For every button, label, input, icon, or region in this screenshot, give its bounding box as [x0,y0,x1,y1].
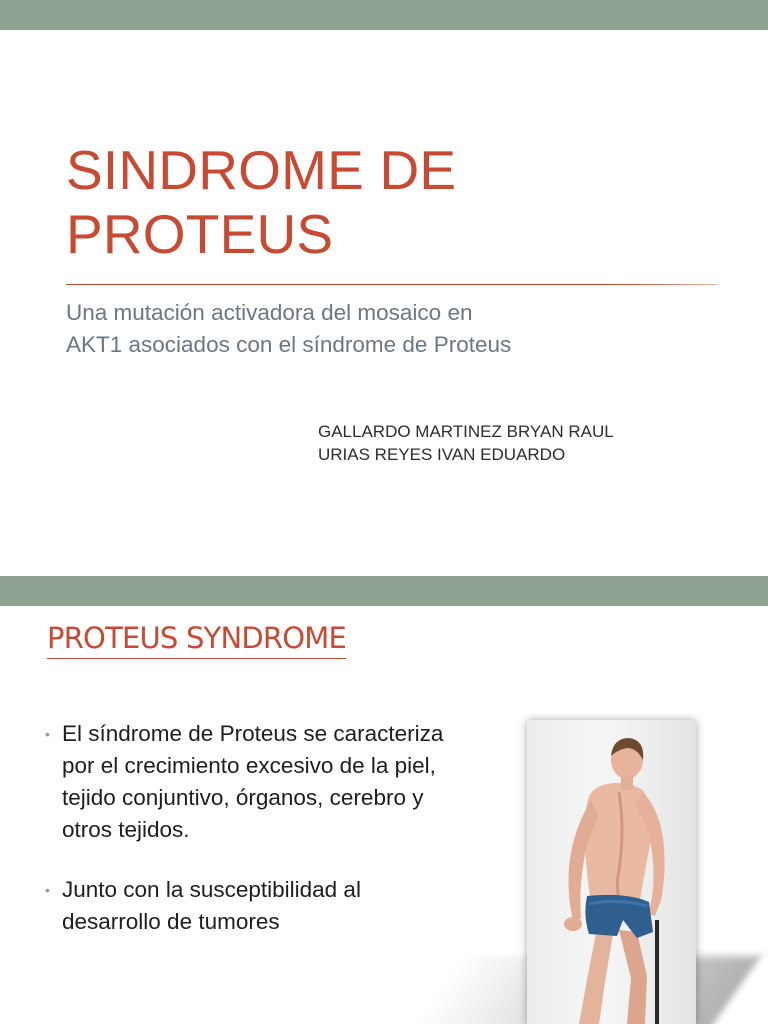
slide-title [66,138,706,266]
bullet-item [44,718,514,846]
author-list [318,420,738,466]
patient-photo [527,720,696,1024]
subtitle-line: Una mutación activadora del mosaico en [66,300,473,325]
bullet-icon: • [45,882,50,898]
slide-top-bar [0,0,768,30]
bullet-line: desarrollo de tumores [62,909,280,934]
slide-subtitle [66,297,706,361]
author-name: URIAS REYES IVAN EDUARDO [318,445,566,464]
patient-figure-icon [527,720,696,1024]
bullet-icon: • [45,726,50,742]
slide-title-line: SINDROME DE [66,139,457,201]
slide-top-bar [0,576,768,606]
content-slide [0,576,768,1024]
title-divider [66,284,717,285]
bullet-line: El síndrome de Proteus se caracteriza [62,721,444,746]
bullet-line: por el crecimiento excesivo de la piel, [62,753,436,778]
subtitle-line: AKT1 asociados con el síndrome de Proteus [66,332,512,357]
bullet-list [44,718,514,966]
slide-title-line: PROTEUS [66,203,334,265]
bullet-item [44,874,514,938]
slide-heading: PROTEUS SYNDROME [47,618,346,659]
author-name: GALLARDO MARTINEZ BRYAN RAUL [318,422,614,441]
bullet-line: tejido conjuntivo, órganos, cerebro y [62,785,424,810]
bullet-line: Junto con la susceptibilidad al [62,877,361,902]
bullet-line: otros tejidos. [62,817,190,842]
